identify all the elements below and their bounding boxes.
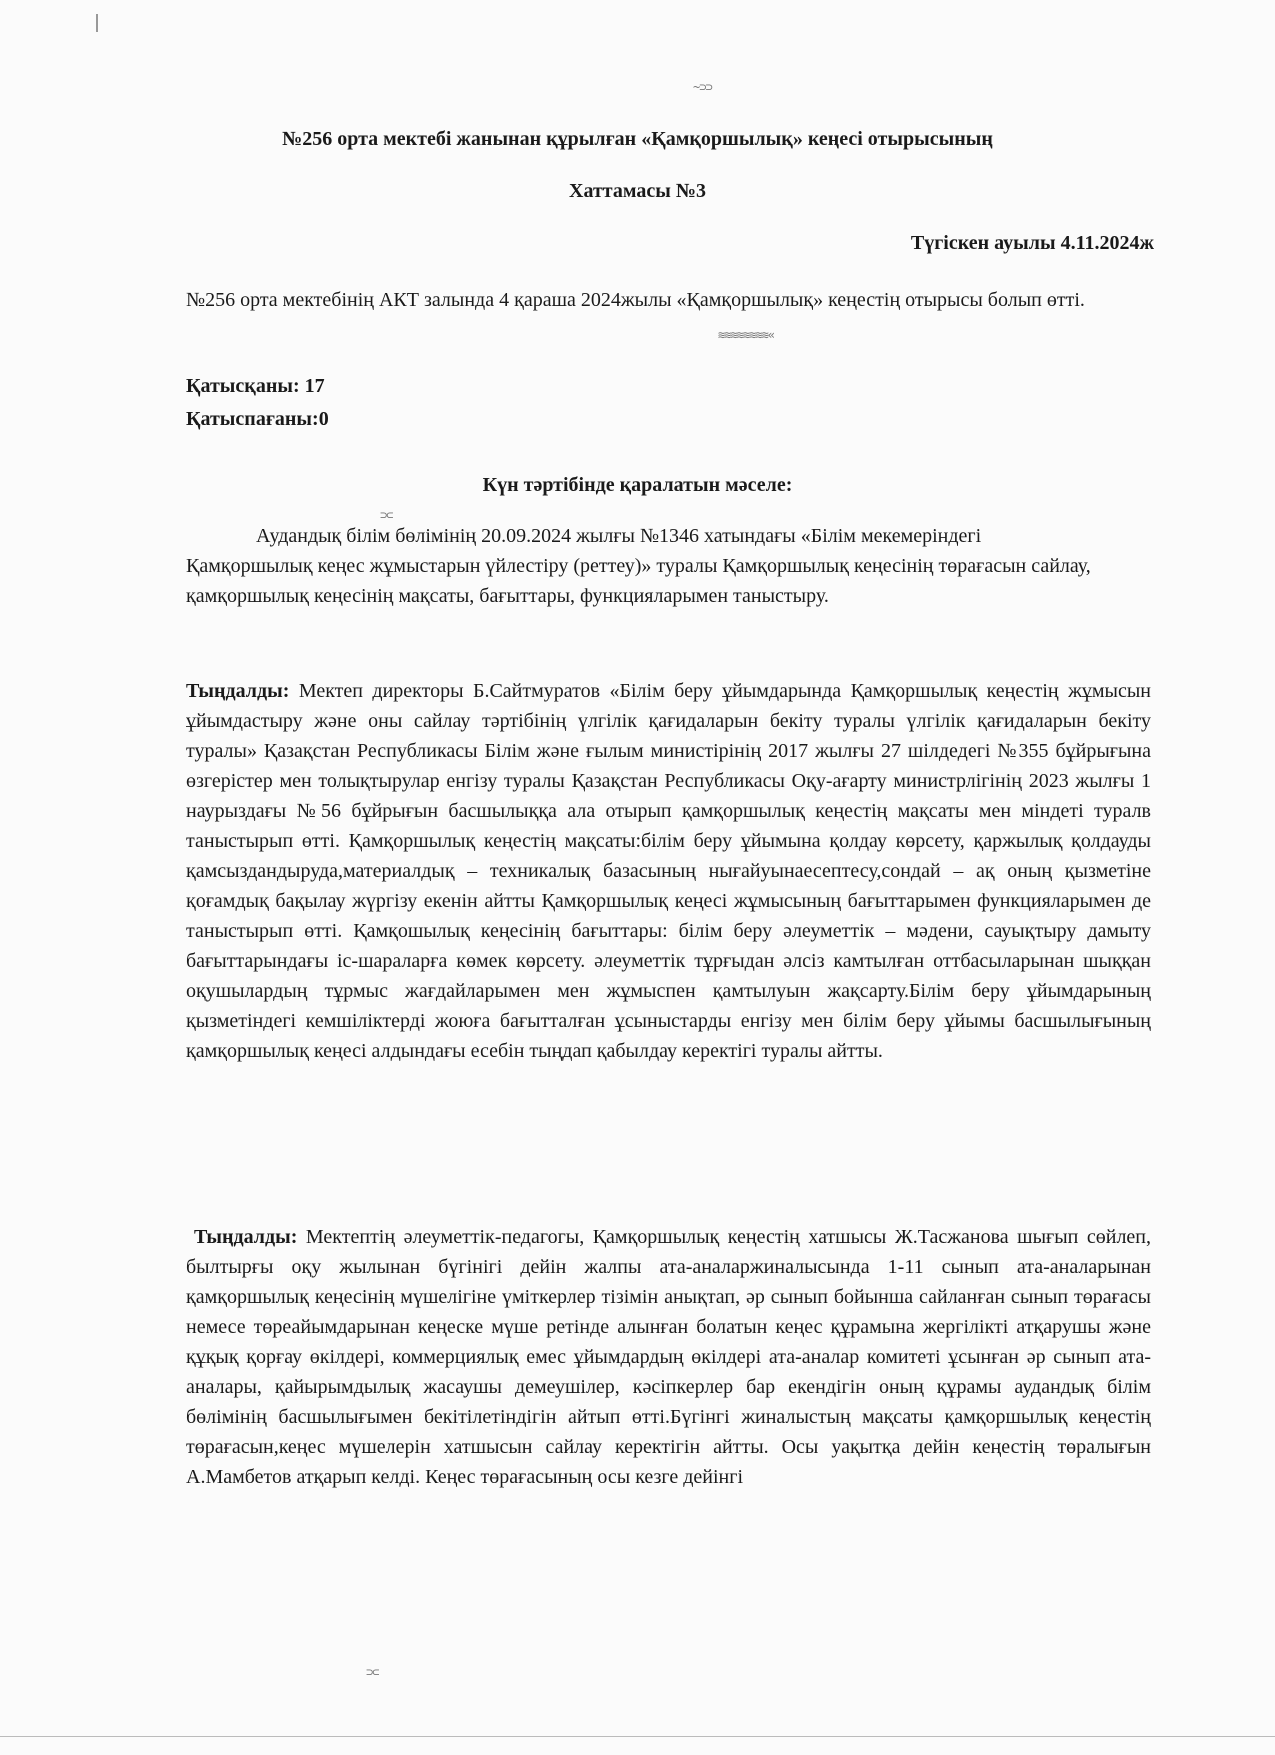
section-heard-2 bbox=[186, 1222, 1151, 1492]
intro-paragraph: №256 орта мектебінің АКТ залында 4 қараша 2024жылы «Қамқоршылық» кеңестің отырысы болып өтті. bbox=[186, 289, 1085, 311]
section-label: Тыңдалды: bbox=[194, 1226, 298, 1248]
place-date: Түгіскен ауылы 4.11.2024ж bbox=[910, 232, 1154, 254]
scan-mark bbox=[96, 14, 98, 32]
document-subtitle: Хаттамасы №3 bbox=[569, 180, 706, 202]
section-heard-1 bbox=[186, 676, 1151, 1066]
page-edge bbox=[0, 1736, 1275, 1737]
scan-mark: ⊃⊂ bbox=[380, 508, 393, 522]
absent-count: Қатыспағаны:0 bbox=[186, 408, 329, 430]
document-title: №256 орта мектебі жанынан құрылған «Қамқоршылық» кеңесі отырысының bbox=[282, 128, 993, 150]
section-label: Тыңдалды: bbox=[186, 680, 290, 702]
agenda-paragraph: Аудандық білім бөлімінің 20.09.2024 жылғы №1346 хатындағы «Білім мекемеріндегі Қамқоршылық кеңес жұмыстарын үйлестіру (реттеу)» туралы Қамқоршылық кеңесінің төрағасын сайлау, қамқоршылық кеңесінің мақсаты, бағыттары, функцияларымен таныстыру. bbox=[186, 525, 1091, 607]
scan-mark: ⊃⊂ bbox=[366, 1665, 379, 1679]
section-text: Мектептің әлеуметтік-педагогы, Қамқоршылық кеңестің хатшысы Ж.Тасжанова шығып сөйлеп, былтырғы оқу жылынан бүгінігі дейін жалпы ата-аналаржиналысында 1-11 сынып ата-аналарынан қамқоршылық кеңесінің мүшелігіне үміткерлер тізімін анықтап, әр сынып бойынша сайланған сынып төрағасы немесе төреайымдарынан кеңеске мүше ретінде алынған болатын кеңес құрамына жергілікті атқарушы және құқық қорғау өкілдері, коммерциялық емес ұйымдардың өкілдері ата-аналар комитеті ұсынған әр сынып ата-аналары, қайырымдылық жасаушы демеушілер, кәсіпкерлер бар екендігін оның құрамы аудандық білім бөлімінің басшылығымен бекітілетіндігін айтып өтті.Бүгінгі жиналыстың мақсаты қамқоршылық кеңестің төрағасын,кеңес мүшелерін хатшысын сайлау керектігін айтты. Осы уақытқа дейін кеңестің төралығын А.Мамбетов атқарып келді. Кеңес төрағасының осы кезге дейінгі bbox=[186, 1226, 1151, 1488]
agenda-heading: Күн тәртібінде қаралатын мәселе: bbox=[482, 474, 793, 496]
section-text: Мектеп директоры Б.Сайтмуратов «Білім беру ұйымдарында Қамқоршылық кеңестің жұмысын ұйымдастыру және оны сайлау тәртібінің үлгілік қағидаларын бекіту туралы үлгілік қағидаларын бекіту туралы» Қазақстан Республикасы Білім және ғылым министірінің 2017 жылғы 27 шілдедегі №355 бұйрығына өзгерістер мен толықтырулар енгізу туралы Қазақстан Республикасы Оқу-ағарту министрлігінің 2023 жылғы 1 наурыздағы №56 бұйрығын басшылыққа ала отырып қамқоршылық кеңестің мақсаты мен міндеті туралв таныстырып өтті. Қамқоршылық кеңестің мақсаты:білім беру ұйымына қолдау көрсету, қаржылық қолдауды қамсыздандыруда,материалдық – техникалық базасының нығайуынаесептесу,сондай – ақ оның қызметіне қоғамдық бақылау жүргізу екенін айтты Қамқоршылық кеңесі жұмысының бағыттарымен функцияларымен де таныстырып өтті. Қамқошылық кеңесінің бағыттары: білім беру әлеуметтік – мәдени, сауықтыру дамыту бағыттарындағы іс-шараларға көмек көрсету. әлеуметтік тұрғыдан әлсіз камтылған оттбасыларынан шыққан оқушылардың тұрмыс жағдайларымен мен жұмыспен қамтылуын жақсарту.Білім беру ұйымдарының қызметіндегі кемшіліктерді жоюға бағытталған ұсыныстарды енгізу мен білім беру ұйымы басшылығының қамқоршылық кеңесі алдындағы есебін тыңдап қабылдау керектігі туралы айтты. bbox=[186, 680, 1151, 1062]
scan-mark: ≋≋≋≋≋≋≋≋« bbox=[718, 328, 775, 342]
scan-mark: ~⊃⊃ bbox=[693, 80, 712, 94]
attended-count: Қатысқаны: 17 bbox=[186, 375, 325, 397]
